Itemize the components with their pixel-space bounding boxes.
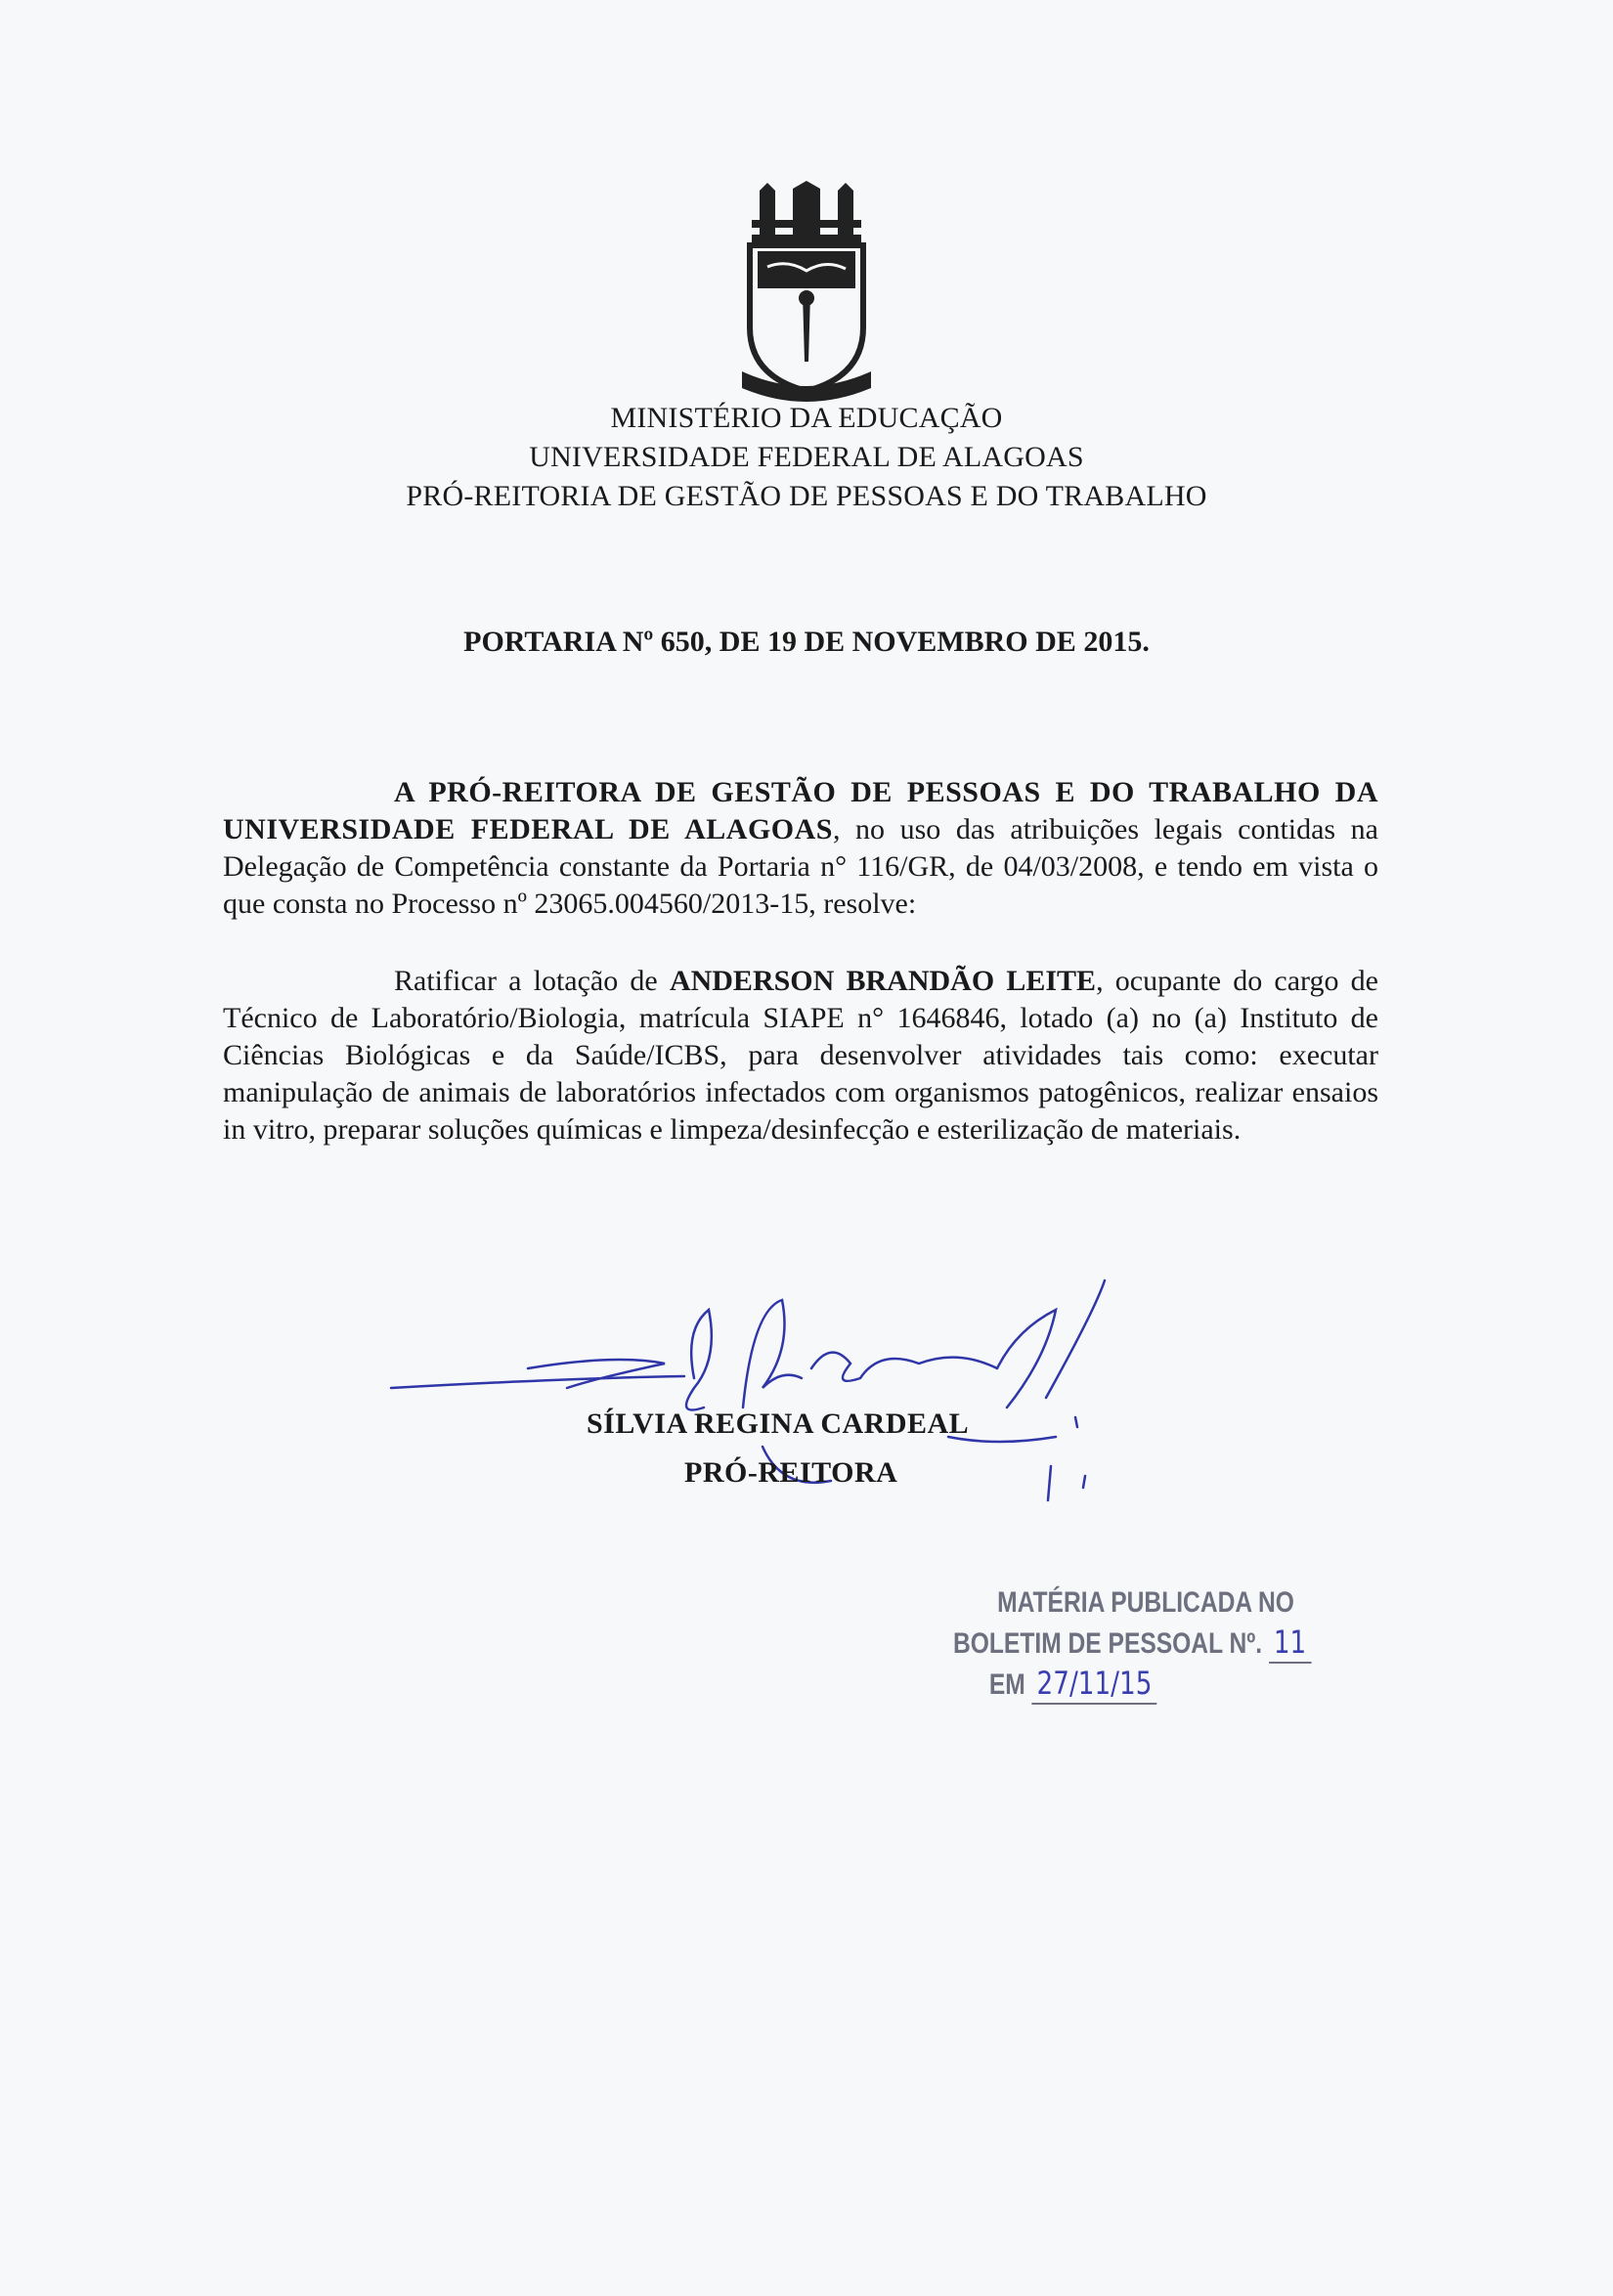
- header-ministry: MINISTÉRIO DA EDUCAÇÃO: [610, 402, 1003, 434]
- stamp-bulletin-number: 11: [1269, 1623, 1311, 1664]
- preamble-authority: A PRÓ-REITORA DE GESTÃO DE PESSOAS E DO TRABALHO DA UNIVERSIDADE FEDERAL DE ALAGOAS: [223, 776, 1378, 845]
- header-department: PRÓ-REITORIA DE GESTÃO DE PESSOAS E DO TRABALHO: [406, 480, 1207, 512]
- stamp-line3: [989, 1664, 1274, 1705]
- stamp-date-label: EM: [988, 1668, 1025, 1701]
- resolution-paragraph: [223, 963, 1378, 1148]
- signatory-role: PRÓ-REITORA: [684, 1456, 898, 1489]
- stamp-bulletin-label: BOLETIM DE PESSOAL Nº.: [953, 1627, 1263, 1660]
- stamp-date-value: 27/11/15: [1032, 1664, 1157, 1705]
- preamble-text: , no uso das atribuições legais contidas na Delegação de Competência constante da Portaria n° 116/GR, de 04/03/2008, e tendo em vista o que consta no Processo nº 23065.004560/2013-15, resolve:: [223, 813, 1378, 920]
- resolution-text: , ocupante do cargo de Técnico de Laboratório/Biologia, matrícula SIAPE n° 1646846, lotado (a) no (a) Instituto de Ciências Biológicas e da Saúde/ICBS, para desenvolver atividades tais como: executar manipulação de animais de laboratórios infectados com organismos patogênicos, realizar ensaios in vitro, preparar soluções químicas e limpeza/desinfecção e esterilização de materiais.: [223, 965, 1378, 1146]
- document-title: PORTARIA Nº 650, DE 19 DE NOVEMBRO DE 2015.: [463, 626, 1150, 658]
- stamp-line1: MATÉRIA PUBLICADA NO: [997, 1586, 1294, 1619]
- stamp-line2: [953, 1623, 1307, 1664]
- signatory-name: SÍLVIA REGINA CARDEAL: [587, 1408, 970, 1440]
- header-university: UNIVERSIDADE FEDERAL DE ALAGOAS: [529, 441, 1084, 473]
- university-crest-icon: [738, 181, 875, 406]
- preamble-paragraph: [223, 774, 1378, 923]
- publication-stamp: [953, 1583, 1307, 1705]
- employee-name: ANDERSON BRANDÃO LEITE: [669, 965, 1097, 997]
- resolution-lead: Ratificar a lotação de: [394, 965, 670, 997]
